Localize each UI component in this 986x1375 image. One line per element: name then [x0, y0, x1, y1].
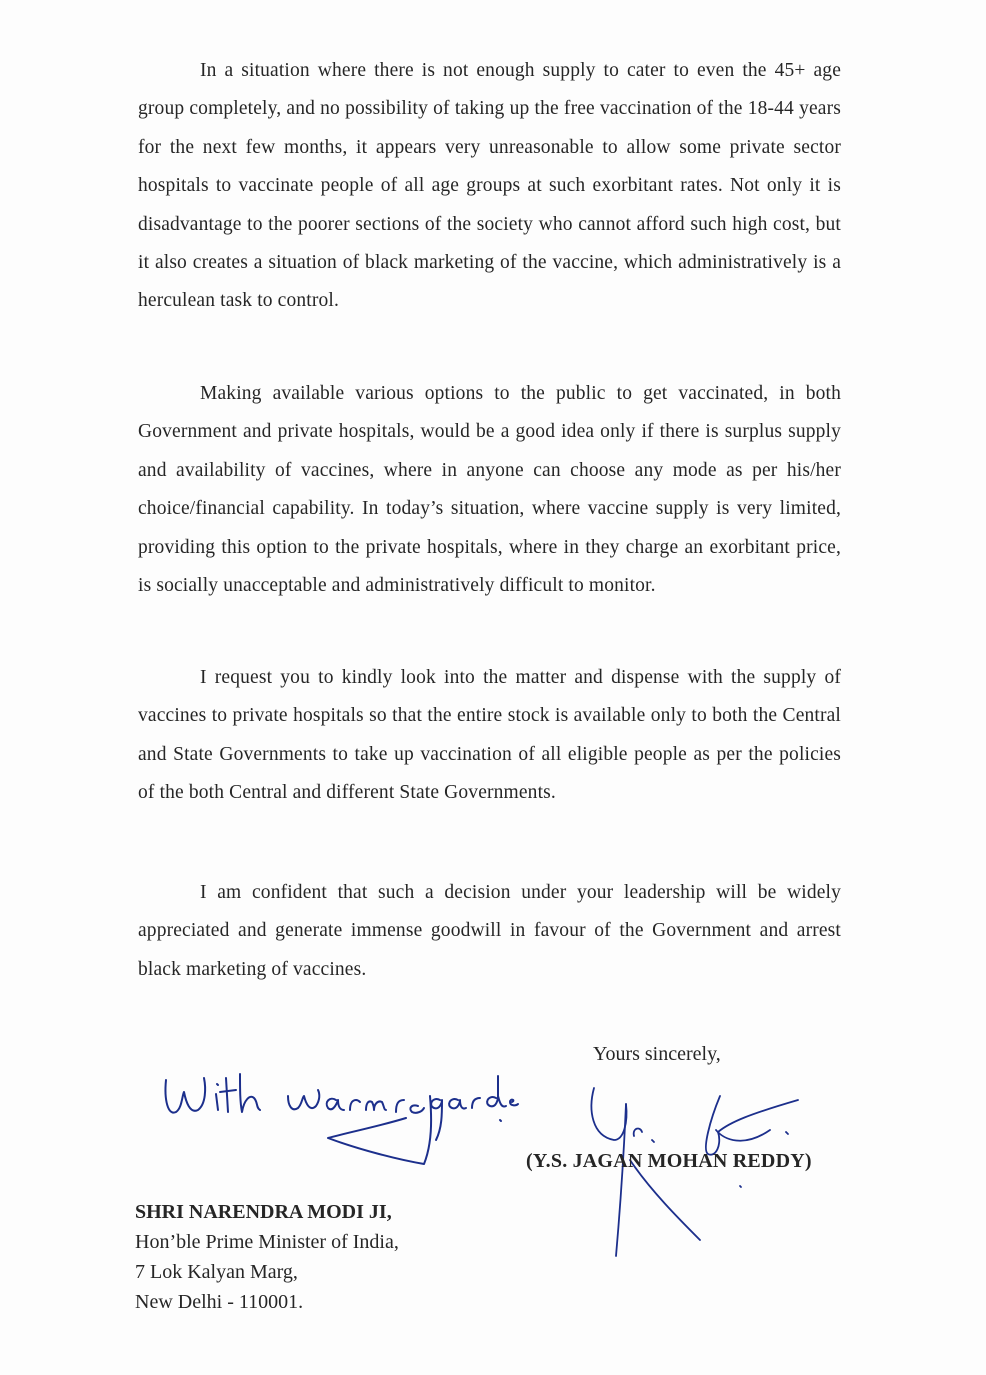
body-paragraph-3: I request you to kindly look into the matter and dispense with the supply of vaccines to private hospitals so that the entire stock is available only to both the Central and State Governments to take up vaccination of all eligible people as per the policies of the both Central and different State Governments. — [138, 667, 841, 804]
signer-name: (Y.S. JAGAN MOHAN REDDY) — [526, 1150, 812, 1172]
recipient-street: 7 Lok Kalyan Marg, — [135, 1261, 298, 1283]
closing-line: Yours sincerely, — [593, 1043, 721, 1065]
body-paragraph-4: I am confident that such a decision under your leadership will be widely appreciated and generate immense goodwill in favour of the Government and arrest black marketing of vaccines. — [138, 882, 841, 980]
body-paragraph-2: Making available various options to the public to get vaccinated, in both Government and private hospitals, would be a good idea only if there is surplus supply and availability of vaccines, where in anyone can choose any mode as per his/her choice/financial capability. In today’s situation, where vaccine supply is very limited, providing this option to the private hospitals, where in they charge an exorbitant price, is socially unacceptable and administratively difficult to monitor. — [138, 383, 841, 597]
handwritten-regards — [160, 1060, 520, 1180]
body-paragraph-1: In a situation where there is not enough supply to cater to even the 45+ age group completely, and no possibility of taking up the free vaccination of the 18-44 years for the next few months, it appears very unreasonable to allow some private sector hospitals to vaccinate people of all age groups at such exorbitant rates. Not only it is disadvantage to the poorer sections of the society who cannot afford such high cost, but it also creates a situation of black marketing of the vaccine, which administratively is a herculean task to control. — [138, 60, 841, 312]
recipient-title: Hon’ble Prime Minister of India, — [135, 1231, 399, 1253]
recipient-name: SHRI NARENDRA MODI JI, — [135, 1201, 392, 1223]
recipient-address — [135, 1197, 399, 1317]
recipient-city: New Delhi - 110001. — [135, 1291, 304, 1313]
